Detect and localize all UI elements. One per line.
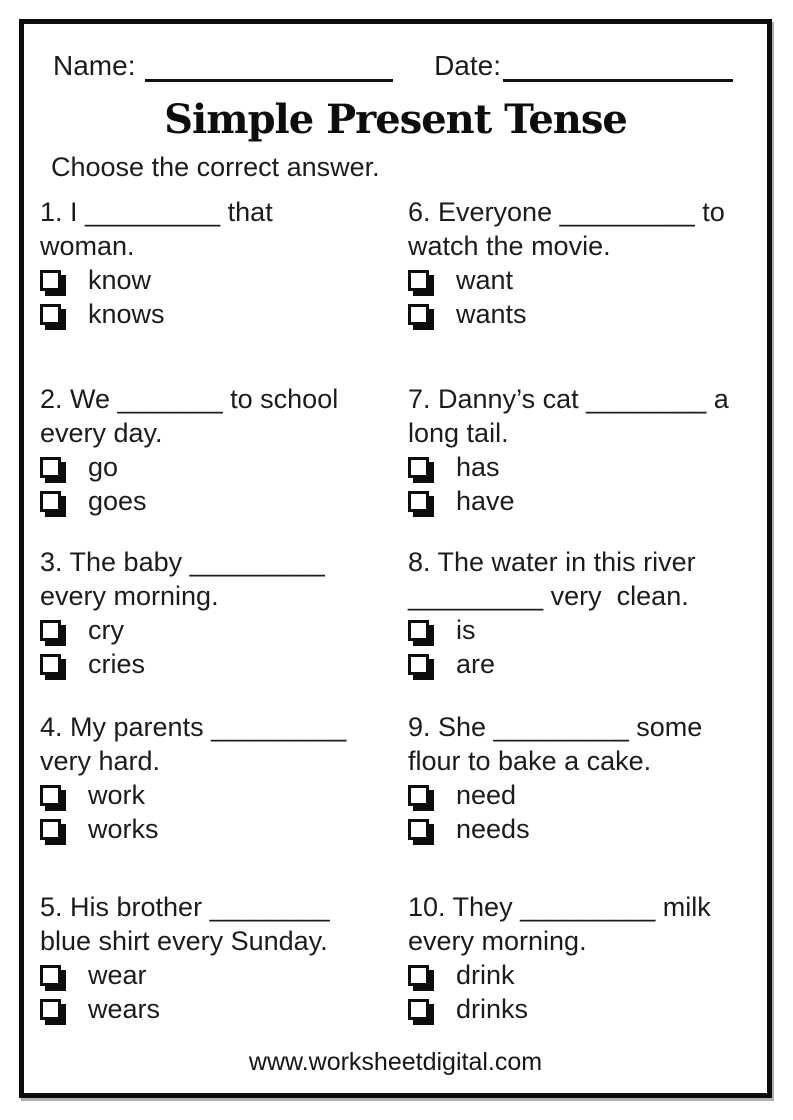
name-line[interactable] <box>145 55 393 82</box>
option-label: have <box>456 486 515 516</box>
option-label: has <box>456 452 500 482</box>
option-checkbox-icon[interactable] <box>408 654 429 675</box>
option-row[interactable] <box>40 297 408 331</box>
option-checkbox-icon[interactable] <box>408 999 429 1020</box>
question-text: 10. They _________ milk <box>408 892 711 922</box>
option-row[interactable] <box>40 812 408 846</box>
option-checkbox-icon[interactable] <box>408 620 429 641</box>
name-field <box>53 50 393 82</box>
question-text: 8. The water in this river <box>408 547 696 577</box>
option-checkbox-icon[interactable] <box>408 785 429 806</box>
option-row[interactable] <box>408 263 761 297</box>
option-label: wants <box>456 299 527 329</box>
option-row[interactable] <box>408 613 761 647</box>
option-row[interactable] <box>40 613 408 647</box>
option-row[interactable] <box>40 484 408 518</box>
question-text: 6. Everyone _________ to <box>408 197 725 227</box>
question-text: 4. My parents _________ <box>40 712 347 742</box>
question-8 <box>408 545 761 710</box>
option-label: cries <box>88 649 146 679</box>
option-row[interactable] <box>40 450 408 484</box>
questions-grid <box>40 195 761 1026</box>
option-label: drink <box>456 960 515 990</box>
name-label: Name: <box>53 50 136 81</box>
option-label: work <box>88 780 146 810</box>
option-checkbox-icon[interactable] <box>40 654 61 675</box>
option-row[interactable] <box>40 778 408 812</box>
question-text: every morning. <box>408 926 587 956</box>
option-checkbox-icon[interactable] <box>40 304 61 325</box>
option-row[interactable] <box>40 992 408 1026</box>
option-label: works <box>88 814 159 844</box>
question-text: 2. We _______ to school <box>40 384 339 414</box>
option-row[interactable] <box>408 992 761 1026</box>
option-checkbox-icon[interactable] <box>408 457 429 478</box>
option-checkbox-icon[interactable] <box>40 819 61 840</box>
option-label: go <box>88 452 119 482</box>
worksheet-border <box>19 19 772 1098</box>
option-row[interactable] <box>408 450 761 484</box>
option-checkbox-icon[interactable] <box>40 270 61 291</box>
instruction-text: Choose the correct answer. <box>51 152 380 182</box>
question-text: blue shirt every Sunday. <box>40 926 328 956</box>
option-label: needs <box>456 814 530 844</box>
question-text: 1. I _________ that <box>40 197 273 227</box>
option-checkbox-icon[interactable] <box>408 965 429 986</box>
question-text: 5. His brother ________ <box>40 892 330 922</box>
option-row[interactable] <box>40 647 408 681</box>
question-6 <box>408 195 761 382</box>
website-footer: www.worksheetdigital.com <box>248 1048 543 1076</box>
option-checkbox-icon[interactable] <box>408 304 429 325</box>
question-5 <box>40 890 408 1026</box>
question-text: 7. Danny’s cat ________ a <box>408 384 729 414</box>
question-text: every day. <box>40 418 163 448</box>
option-checkbox-icon[interactable] <box>40 999 61 1020</box>
option-label: wear <box>88 960 147 990</box>
option-checkbox-icon[interactable] <box>40 491 61 512</box>
option-label: want <box>456 265 514 295</box>
option-checkbox-icon[interactable] <box>408 819 429 840</box>
option-row[interactable] <box>408 647 761 681</box>
header-row <box>53 50 733 82</box>
option-label: cry <box>88 615 124 645</box>
option-row[interactable] <box>408 297 761 331</box>
option-row[interactable] <box>40 263 408 297</box>
question-text: flour to bake a cake. <box>408 746 652 776</box>
question-4 <box>40 710 408 890</box>
option-label: know <box>88 265 152 295</box>
question-text: 3. The baby _________ <box>40 547 325 577</box>
option-row[interactable] <box>408 778 761 812</box>
question-1 <box>40 195 408 382</box>
option-checkbox-icon[interactable] <box>40 457 61 478</box>
option-checkbox-icon[interactable] <box>40 965 61 986</box>
option-label: need <box>456 780 517 810</box>
date-line[interactable] <box>503 55 733 82</box>
page-title: Simple Present Tense <box>164 96 627 143</box>
date-field <box>434 50 733 82</box>
question-text: long tail. <box>408 418 509 448</box>
option-checkbox-icon[interactable] <box>40 785 61 806</box>
option-checkbox-icon[interactable] <box>40 620 61 641</box>
option-label: wears <box>88 994 161 1024</box>
option-row[interactable] <box>408 812 761 846</box>
option-row[interactable] <box>40 958 408 992</box>
question-text: 9. She _________ some <box>408 712 703 742</box>
option-checkbox-icon[interactable] <box>408 491 429 512</box>
question-9 <box>408 710 761 890</box>
question-text: watch the movie. <box>408 231 611 261</box>
option-label: is <box>456 615 476 645</box>
question-text: woman. <box>40 231 135 261</box>
question-text: every morning. <box>40 581 219 611</box>
option-row[interactable] <box>408 958 761 992</box>
date-label: Date: <box>434 50 501 81</box>
question-3 <box>40 545 408 710</box>
question-10 <box>408 890 761 1026</box>
question-text: very hard. <box>40 746 161 776</box>
option-checkbox-icon[interactable] <box>408 270 429 291</box>
question-2 <box>40 382 408 545</box>
option-label: drinks <box>456 994 529 1024</box>
option-label: knows <box>88 299 165 329</box>
question-7 <box>408 382 761 545</box>
option-row[interactable] <box>408 484 761 518</box>
option-label: are <box>456 649 496 679</box>
question-text: _________ very clean. <box>408 581 689 611</box>
option-label: goes <box>88 486 147 516</box>
